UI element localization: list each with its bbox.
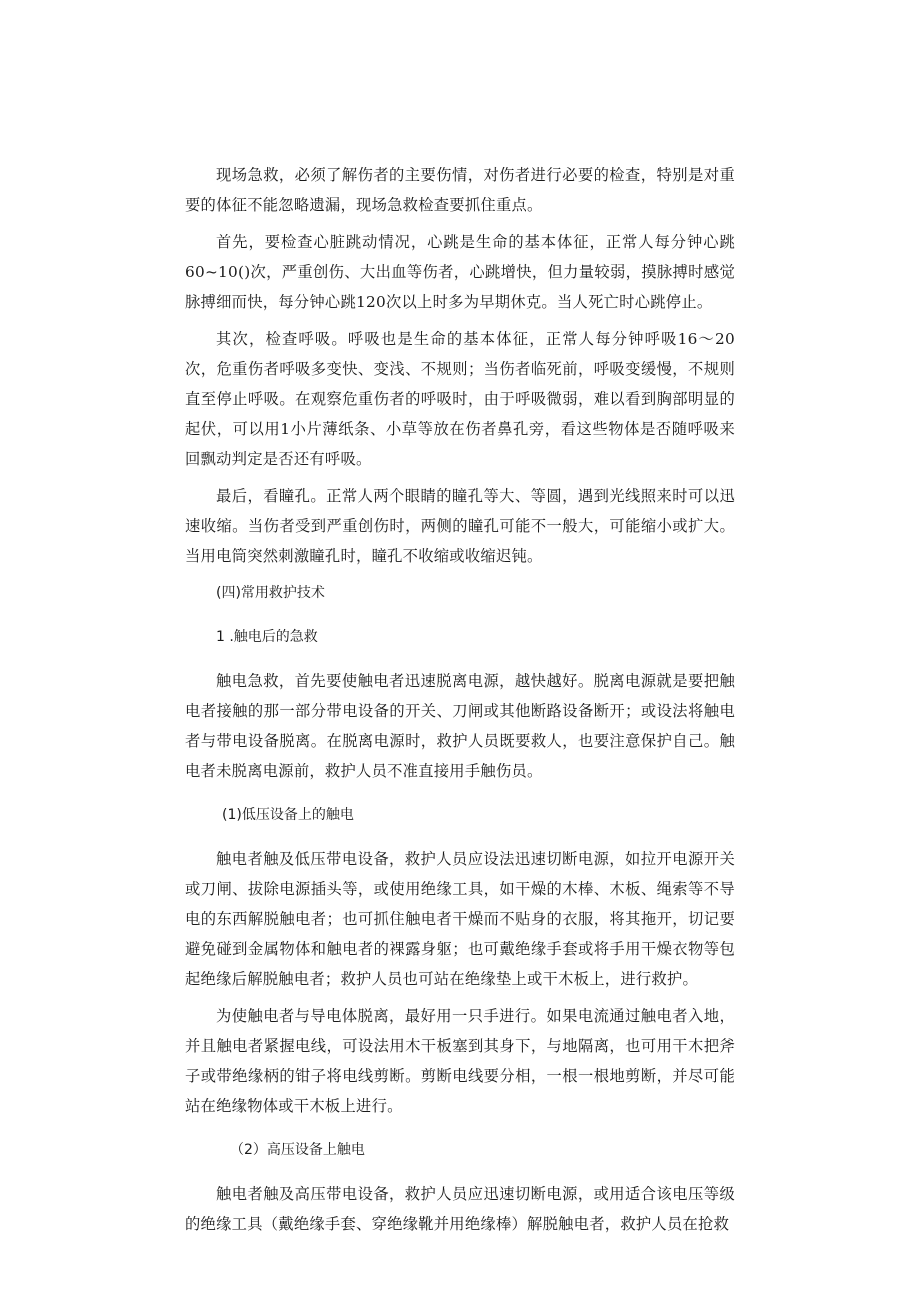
sub-heading-electric-shock: 1 .触电后的急救	[216, 629, 318, 645]
paragraph-heartbeat: 首先，要检查心脏跳动情况，心跳是生命的基本体征，正常人每分钟心跳60~10()次，严重创伤、大出血等伤者，心跳增快，但力量较弱，摸脉搏时感觉脉搏细而快，每分钟心跳120次以上时多为早期休克。当人死亡时心跳停止。	[185, 233, 735, 311]
paragraph-electric-shock: 触电急救，首先要使触电者迅速脱离电源，越快越好。脱离电源就是要把触电者接触的那一部分带电设备的开关、刀闸或其他断路设备断开；或设法将触电者与带电设备脱离。在脱离电源时，救护人员既要救人，也要注意保护自己。触电者未脱离电源前，救护人员不准直接用手触伤员。	[185, 672, 735, 780]
paragraph-low-voltage-2: 为使触电者与导电体脱离，最好用一只手进行。如果电流通过触电者入地，并且触电者紧握电线，可设法用木干板塞到其身下，与地隔离，也可用干木把斧子或带绝缘柄的钳子将电线剪断。剪断电线要分相，一根一根地剪断，并尽可能站在绝缘物体或干木板上进行。	[185, 1007, 735, 1115]
paragraph-breathing: 其次，检查呼吸。呼吸也是生命的基本体征，正常人每分钟呼吸16～20次，危重伤者呼吸多变快、变浅、不规则；当伤者临死前，呼吸变缓慢，不规则直至停止呼吸。在观察危重伤者的呼吸时，由于呼吸微弱，难以看到胸部明显的起伏，可以用1小片薄纸条、小草等放在伤者鼻孔旁，看这些物体是否随呼吸来回飘动判定是否还有呼吸。	[185, 330, 735, 468]
section-heading: (四)常用救护技术	[216, 585, 325, 601]
paragraph-first-aid-intro: 现场急救，必须了解伤者的主要伤情，对伤者进行必要的检查，特别是对重要的体征不能忽略遗漏，现场急救检查要抓住重点。	[185, 166, 735, 214]
paragraph-low-voltage-1: 触电者触及低压带电设备，救护人员应设法迅速切断电源，如拉开电源开关或刀闸、拔除电源插头等，或使用绝缘工具，如干燥的木棒、木板、绳索等不导电的东西解脱触电者；也可抓住触电者干燥而不贴身的衣服，将其拖开，切记要避免碰到金属物体和触电者的裸露身躯；也可戴绝缘手套或将手用干燥衣物等包起绝缘后解脱触电者；救护人员也可站在绝缘垫上或干木板上，进行救护。	[185, 850, 735, 988]
paragraph-pupils: 最后，看瞳孔。正常人两个眼睛的瞳孔等大、等圆，遇到光线照来时可以迅速收缩。当伤者受到严重创伤时，两侧的瞳孔可能不一般大，可能缩小或扩大。当用电筒突然刺激瞳孔时，瞳孔不收缩或收缩迟钝。	[185, 487, 735, 565]
heading-low-voltage: (1)低压设备上的触电	[222, 807, 354, 823]
document-page	[185, 160, 735, 1246]
paragraph-high-voltage: 触电者触及高压带电设备，救护人员应迅速切断电源，或用适合该电压等级的绝缘工具（戴绝缘手套、穿绝缘靴并用绝缘棒）解脱触电者，救护人员在抢救	[185, 1185, 735, 1233]
heading-high-voltage: （2）高压设备上触电	[230, 1142, 365, 1158]
